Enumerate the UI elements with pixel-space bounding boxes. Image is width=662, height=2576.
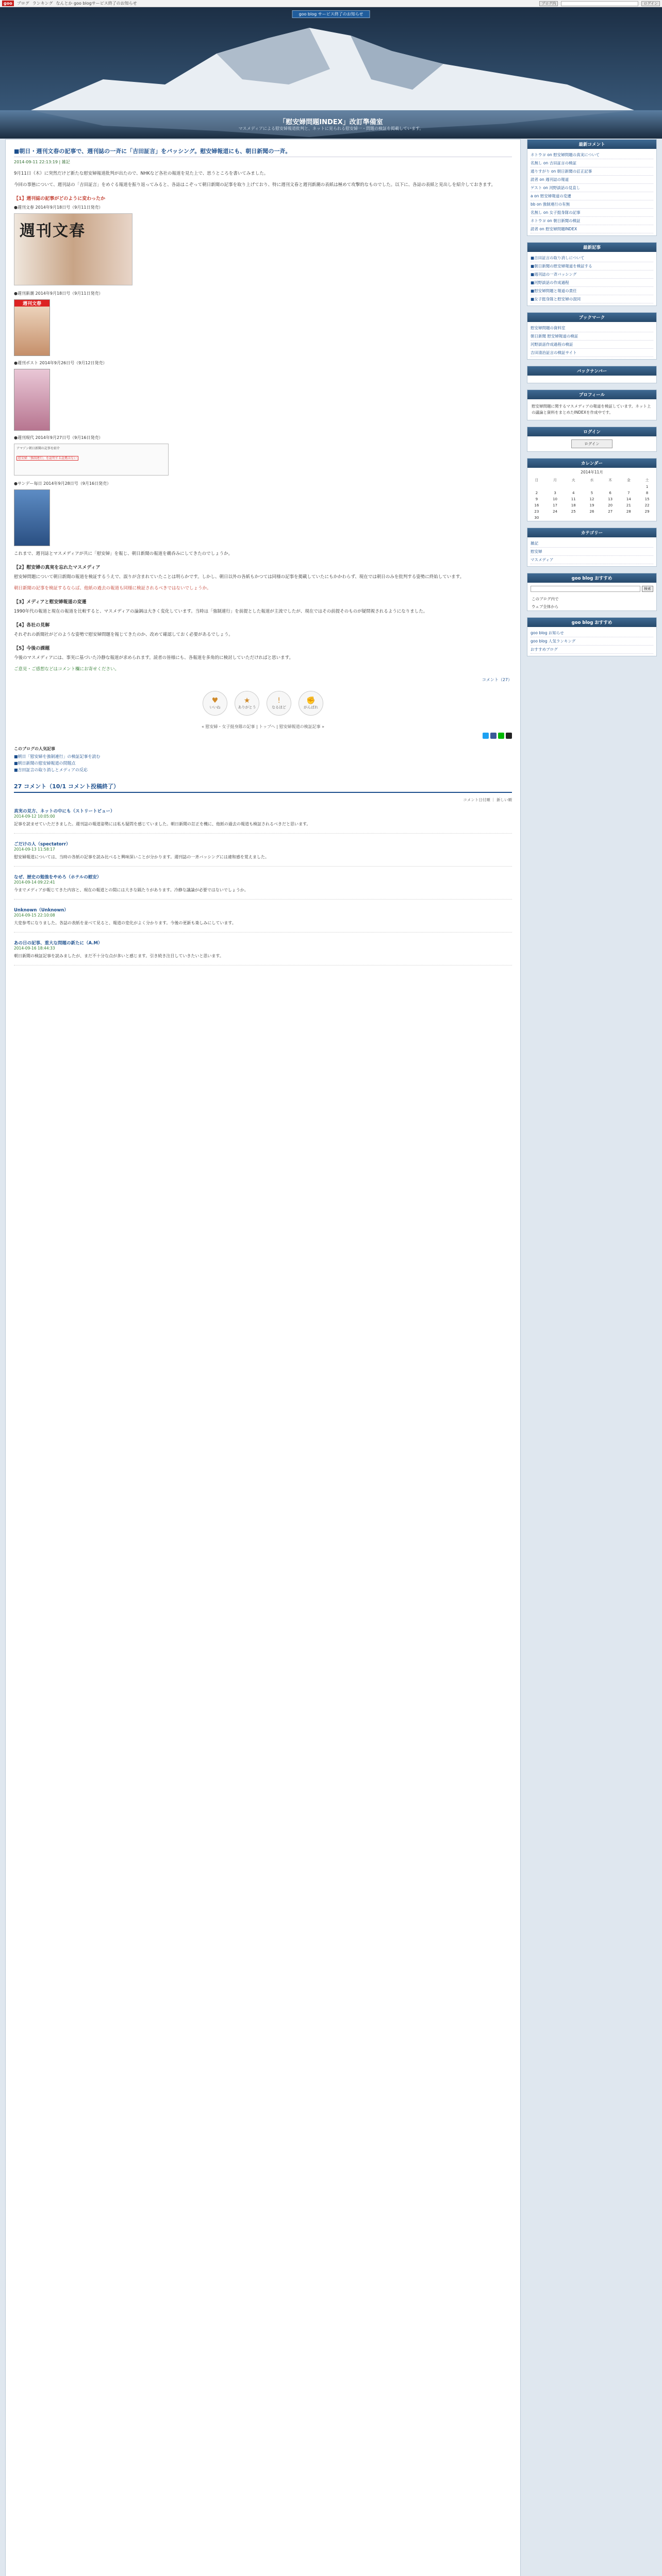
image-caption: ●サンデー毎日 2014年9月28日号（9月16日発売）	[14, 481, 111, 486]
calendar-day[interactable]: 2	[535, 491, 538, 495]
post-paragraph: これまで、週刊誌とマスメディアが共に「慰安婦」を報じ、朝日新聞の報道を鵜呑みにしてきたのでしょうか。	[14, 551, 233, 556]
comments-heading: 27 コメント（10/1 コメント投稿終了）	[14, 782, 512, 793]
search-scope-option[interactable]: このブログ内で	[532, 597, 559, 601]
heart-icon: ♥	[211, 697, 219, 705]
calendar-day	[620, 484, 638, 490]
login-button[interactable]: ログイン	[571, 439, 613, 448]
calendar-day	[546, 484, 565, 490]
cover-mast-text: 週刊文春	[14, 300, 49, 307]
calendar-day[interactable]: 12	[589, 497, 594, 501]
comment-author[interactable]: Unknown（Unknown）	[14, 908, 69, 913]
top-bar	[0, 0, 662, 7]
recent-comment-link[interactable]: ゲスト on 河野談話の見直し	[531, 184, 653, 192]
magazine-cover-image	[14, 489, 50, 546]
comment-date: 2014-09-14 09:22:41	[14, 880, 55, 885]
recent-article-link[interactable]: ■週刊誌の一斉バッシング	[531, 270, 653, 279]
comment-item	[14, 808, 512, 834]
reaction-like-button[interactable]	[203, 691, 227, 716]
calendar-day[interactable]: 24	[553, 510, 558, 514]
blog-search-input[interactable]	[531, 586, 640, 592]
widget-title: 最新コメント	[527, 140, 656, 149]
blog-scope-button[interactable]: ブログ内	[539, 1, 558, 6]
comment-text: 記事を読ませていただきました。週刊誌の報道姿勢には私も疑問を感じていました。朝日新聞の訂正を機に、他紙の過去の報道も検証されるべきだと思います。	[14, 822, 311, 826]
section-heading: 【1】週刊誌の記事がどのように変わったか	[14, 196, 106, 201]
calendar-day[interactable]: 29	[644, 510, 650, 514]
section-heading: 【3】メディアと慰安婦報道の変遷	[14, 600, 87, 605]
reaction-buttons	[14, 691, 512, 716]
calendar-day	[527, 484, 546, 490]
calendar-day	[583, 484, 601, 490]
calendar-day	[564, 515, 583, 521]
recent-article-link[interactable]: ■女子挺身隊と慰安婦の混同	[531, 295, 653, 303]
comment-date: 2014-09-13 11:58:17	[14, 847, 55, 852]
blog-search-button[interactable]: 検索	[642, 586, 653, 592]
recent-comment-link[interactable]: 名無し on 女子挺身隊の記事	[531, 209, 653, 217]
comment-item	[14, 940, 512, 965]
sidebar	[527, 139, 657, 2576]
calendar-day	[546, 515, 565, 521]
image-caption: ●週刊文春 2014年9月18日号（9月11日発売）	[14, 205, 103, 210]
topbar-link-blog[interactable]: ブログ	[16, 1, 29, 6]
calendar-day[interactable]: 18	[571, 503, 576, 507]
comment-count-link[interactable]: コメント（27）	[482, 677, 512, 682]
widget-title: ブックマーク	[527, 313, 656, 322]
calendar-day[interactable]: 8	[646, 491, 649, 495]
comment-date: 2014-09-15 22:10:08	[14, 913, 55, 918]
calendar-day[interactable]: 11	[571, 497, 576, 501]
image-caption: ●週刊現代 2014年9月27日号（9月16日発売）	[14, 435, 103, 440]
post-navigation[interactable]: « 慰安婦・女子挺身隊の記事 | トップへ | 慰安婦報道の検証記事 »	[201, 724, 325, 729]
recent-comment-link[interactable]: 読者 on 週刊誌の報道	[531, 176, 653, 184]
calendar-day[interactable]: 21	[626, 503, 631, 507]
image-caption: ●週刊ポスト 2014年9月26日号（9月12日発売）	[14, 361, 107, 365]
popular-articles-title: このブログの人気記事	[14, 747, 55, 751]
line-icon[interactable]	[498, 733, 504, 739]
calendar-day[interactable]: 28	[626, 510, 631, 514]
widget-title: ログイン	[527, 427, 656, 436]
profile-widget	[527, 389, 657, 420]
calendar-day[interactable]: 4	[572, 491, 575, 495]
calendar-table	[527, 477, 656, 521]
comment-item	[14, 907, 512, 933]
calendar-day[interactable]: 3	[554, 491, 556, 495]
calendar-day[interactable]: 13	[608, 497, 613, 501]
calendar-month: 2014年11月	[581, 470, 603, 474]
reaction-thanks-button[interactable]	[235, 691, 259, 716]
calendar-day[interactable]: 15	[644, 497, 650, 501]
comment-date: 2014-09-12 10:05:00	[14, 814, 55, 819]
post-title[interactable]: ■朝日・週刊文春の記事で、週刊誌の一斉に「吉田証言」をバッシング。慰安婦報道にも、朝日新聞の一斉。	[14, 147, 512, 157]
recent-article-link[interactable]: ■慰安婦問題と報道の責任	[531, 287, 653, 295]
clip-highlight: 慰安婦「強制連行」を証明する証拠はない	[16, 456, 78, 461]
section-heading: 【2】慰安婦の真実を忘れたマスメディア	[14, 565, 101, 570]
recent-articles-widget	[527, 242, 657, 306]
backnumber-widget	[527, 366, 657, 383]
recent-comment-link[interactable]: 名無し on 吉田証言の検証	[531, 159, 653, 167]
calendar-day[interactable]: 1	[646, 485, 649, 489]
calendar-day[interactable]: 10	[553, 497, 558, 501]
post-paragraph: 1990年代の報道と現在の報道を比較すると、マスメディアの論調は大きく変化しています。当時は「強制連行」を前提とした報道が主流でしたが、現在ではその前提そのものが疑問視されるようになりました。	[14, 609, 428, 614]
reaction-ganbare-button[interactable]	[299, 691, 323, 716]
calendar-day[interactable]: 27	[608, 510, 613, 514]
goo-logo[interactable]: goo	[2, 1, 14, 6]
comment-author[interactable]: あの日の記事、重大な問題の新たに（A.M）	[14, 941, 103, 946]
reaction-label: いいね	[209, 705, 221, 709]
category-link[interactable]: マスメディア	[531, 556, 653, 564]
calendar-weekday: 木	[608, 478, 613, 482]
section-heading: 【4】各社の見解	[14, 623, 50, 628]
widget-title: 最新記事	[527, 243, 656, 252]
recent-comment-link[interactable]: 読者 on 慰安婦問題INDEX	[531, 225, 653, 233]
calendar-day[interactable]: 25	[571, 510, 576, 514]
service-end-notice[interactable]: goo blog サービス終了のお知らせ	[292, 10, 370, 18]
recent-article-link[interactable]: ■吉田証言の取り消しについて	[531, 254, 653, 262]
recent-comment-link[interactable]: 通りすがり on 朝日新聞の訂正記事	[531, 167, 653, 176]
blog-title[interactable]: 「慰安婦問題INDEX」改訂準備室	[279, 118, 383, 126]
topbar-link-notice[interactable]: なんとか goo blogサービス終了のお知らせ	[56, 1, 137, 6]
widget-title: バックナンバー	[527, 366, 656, 376]
calendar-day[interactable]: 23	[534, 510, 539, 514]
recent-comment-link[interactable]: a on 慰安婦報道の変遷	[531, 192, 653, 200]
reaction-label: ありがとう	[238, 705, 256, 709]
reaction-label: がんばれ	[304, 705, 318, 709]
calendar-day[interactable]: 17	[553, 503, 558, 507]
calendar-weekday: 金	[626, 478, 631, 482]
login-widget	[527, 427, 657, 452]
image-caption: ●週刊新潮 2014年9月18日号（9月11日発売）	[14, 291, 103, 296]
comment-item	[14, 841, 512, 867]
goo-recommend-link[interactable]: おすすめブログ	[531, 646, 653, 654]
calendar-day	[601, 484, 620, 490]
comment-text: 大変参考になりました。各誌の表紙を並べて見ると、報道の変化がよく分かります。今後の更新も楽しみにしています。	[14, 921, 236, 925]
twitter-icon[interactable]	[483, 733, 489, 739]
calendar-day[interactable]: 6	[609, 491, 611, 495]
profile-text: 慰安婦問題に関するマスメディアの報道を検証しています。ネット上の議論と資料をまとめたINDEXを作成中です。	[532, 404, 651, 415]
category-link[interactable]: 慰安婦	[531, 548, 653, 556]
sns-share-buttons	[14, 733, 512, 739]
blog-header	[0, 7, 662, 139]
calendar-weekday: 土	[645, 478, 649, 482]
calendar-day[interactable]: 7	[627, 491, 630, 495]
comment-sort-controls[interactable]: コメント日付順 ｜ 新しい順	[463, 798, 512, 802]
widget-title: カレンダー	[527, 459, 656, 468]
content-wrap	[5, 139, 657, 2576]
fist-icon: ✊	[306, 697, 316, 705]
recent-article-link[interactable]: ■河野談話の作成過程	[531, 279, 653, 287]
calendar-weekday: 月	[553, 478, 557, 482]
popular-article-link[interactable]: ■吉田証言の取り消しとメディアの反応	[14, 768, 88, 772]
category-link[interactable]: 雑記	[531, 539, 653, 548]
reaction-naruhodo-button[interactable]	[267, 691, 291, 716]
calendar-day[interactable]: 22	[644, 503, 650, 507]
calendar-day[interactable]: 19	[589, 503, 594, 507]
blog-search-widget	[527, 573, 657, 611]
comment-text: 今までメディアが報じてきた内容と、現在の報道との間には大きな隔たりがあります。冷静な議論が必要ではないでしょうか。	[14, 888, 249, 892]
widget-title: goo blog おすすめ	[527, 618, 656, 627]
calendar-day	[583, 515, 601, 521]
calendar-weekday: 日	[535, 478, 539, 482]
search-scope-option[interactable]: ウェブ全体から	[532, 604, 559, 609]
bookmark-link[interactable]: 吉田清治証言の検証サイト	[531, 349, 653, 357]
goo-recommend-link[interactable]: goo blog お知らせ	[531, 629, 653, 637]
comment-author[interactable]: ごだけの人（spectatorr）	[14, 842, 71, 847]
magazine-cover-image	[14, 213, 133, 285]
recent-article-link[interactable]: ■朝日新聞の慰安婦報道を検証する	[531, 262, 653, 270]
calendar-day[interactable]: 20	[608, 503, 613, 507]
widget-title: プロフィール	[527, 390, 656, 399]
post-paragraph: 今後のマスメディアには、事実に基づいた冷静な報道が求められます。読者の皆様にも、各報道を多角的に検討していただければと思います。	[14, 655, 293, 660]
news-clip-image	[14, 444, 169, 476]
goo-recommend-link[interactable]: goo blog 人気ランキング	[531, 637, 653, 646]
post-intro: 9月11日（木）に突然だけど新たな慰安婦報道批判が出たので、NHKなど各社の報道を見た上で、思うところを書いてみました。	[14, 171, 269, 176]
comment-author[interactable]: なぜ、歴史の勉強をやめろ（ホテルの慰安）	[14, 875, 102, 880]
clip-title: アマゾン朝日新聞の記事を紹介	[16, 447, 60, 450]
post-date: 2014-09-11 22:13:19 | 雑記	[14, 160, 70, 164]
facebook-icon[interactable]	[490, 733, 496, 739]
comment-text: 朝日新聞の検証記事を読みましたが、まだ不十分な点が多いと感じます。引き続き注目していきたいと思います。	[14, 954, 224, 958]
cover-mast-text: 週刊文春	[20, 222, 86, 240]
share-icon[interactable]	[506, 733, 512, 739]
blog-description: マスメディアによる慰安婦報道批判と、ネットに見られる慰安婦一・問題の検証を掲載しています。	[238, 126, 424, 131]
calendar-weekday: 火	[571, 478, 575, 482]
exclaim-icon: !	[277, 697, 280, 705]
calendar-weekday: 水	[590, 478, 594, 482]
widget-title: カテゴリー	[527, 528, 656, 537]
recent-comment-link[interactable]: ネトウヨ on 慰安婦問題の真実について	[531, 151, 653, 159]
post-paragraph: それぞれの新聞社がどのような姿勢で慰安婦問題を報じてきたのか、改めて確認しておく必要があるでしょう。	[14, 632, 233, 637]
calendar-day[interactable]: 26	[589, 510, 594, 514]
topbar-link-ranking[interactable]: ランキング	[32, 1, 53, 6]
widget-title: goo blog おすすめ	[527, 573, 656, 583]
popular-articles	[14, 746, 512, 773]
bookmark-widget	[527, 312, 657, 360]
popular-article-link[interactable]: ■朝日「慰安婦を強制連行」の検証記事を読む	[14, 754, 101, 759]
bookmark-link[interactable]: 朝日新聞 慰安婦報道の検証	[531, 332, 653, 341]
popular-article-link[interactable]: ■朝日新聞の慰安婦報道の問題点	[14, 761, 76, 766]
calendar-day[interactable]: 14	[626, 497, 631, 501]
calendar-day	[564, 484, 583, 490]
calendar-day[interactable]: 9	[535, 497, 538, 501]
magazine-cover-image	[14, 369, 50, 431]
calendar-days	[527, 484, 656, 521]
calendar-widget	[527, 458, 657, 521]
recent-comment-link[interactable]: bb on 強制連行の有無	[531, 200, 653, 209]
recent-comment-link[interactable]: ネトウヨ on 朝日新聞の検証	[531, 217, 653, 225]
comment-item	[14, 874, 512, 900]
reaction-label: なるほど	[272, 705, 286, 709]
bookmark-link[interactable]: 河野談話作成過程の検証	[531, 341, 653, 349]
post-paragraph: 慰安婦問題について朝日新聞の報道を検証するうえで、誤りが含まれていたことは明らかです。しかし、朝日以外の各紙もかつては同様の記事を掲載していたにもかかわらず、現在では朝日のみを批判する姿勢に終始しています。	[14, 574, 465, 580]
comment-author[interactable]: 真実の見方、ネットの中にも（ストリートビュー）	[14, 809, 115, 814]
star-icon: ★	[243, 697, 251, 705]
main-column	[5, 139, 521, 2576]
calendar-day[interactable]: 5	[590, 491, 593, 495]
calendar-day	[601, 515, 620, 521]
comment-date: 2014-09-16 18:44:33	[14, 946, 55, 951]
bookmark-link[interactable]: 慰安婦問題の資料室	[531, 324, 653, 332]
search-input[interactable]	[561, 1, 638, 6]
calendar-day	[620, 515, 638, 521]
calendar-day	[638, 515, 656, 521]
post-paragraph-highlight: 朝日新聞の記事を検証するならば、他紙の過去の報道も同様に検証されるべきではないでしょうか。	[14, 586, 211, 591]
section-heading: 【5】今後の課題	[14, 646, 50, 651]
recent-comments-widget	[527, 139, 657, 236]
goo-recommend-widget	[527, 617, 657, 656]
comment-text: 慰安婦報道については、当時の各紙の記事を読み比べると興味深いことが分かります。週刊誌の一斉バッシングには違和感を覚えました。	[14, 855, 269, 859]
calendar-day[interactable]: 16	[534, 503, 539, 507]
magazine-cover-image	[14, 299, 50, 356]
login-button[interactable]: ログイン	[641, 1, 660, 6]
post-paragraph-green: ご意見・ご感想などはコメント欄にお寄せください。	[14, 667, 120, 672]
calendar-day[interactable]: 30	[534, 516, 539, 520]
post-paragraph: 今回の事態について、週刊誌の「吉田証言」をめぐる報道を振り返ってみると、各誌はこぞって朝日新聞の記事を取り上げており、特に週刊文春と週刊新潮の表紙は極めて攻撃的なものでした。以下に、各誌の表紙と見出しを紹介しておきます。	[14, 182, 495, 188]
category-widget	[527, 528, 657, 567]
